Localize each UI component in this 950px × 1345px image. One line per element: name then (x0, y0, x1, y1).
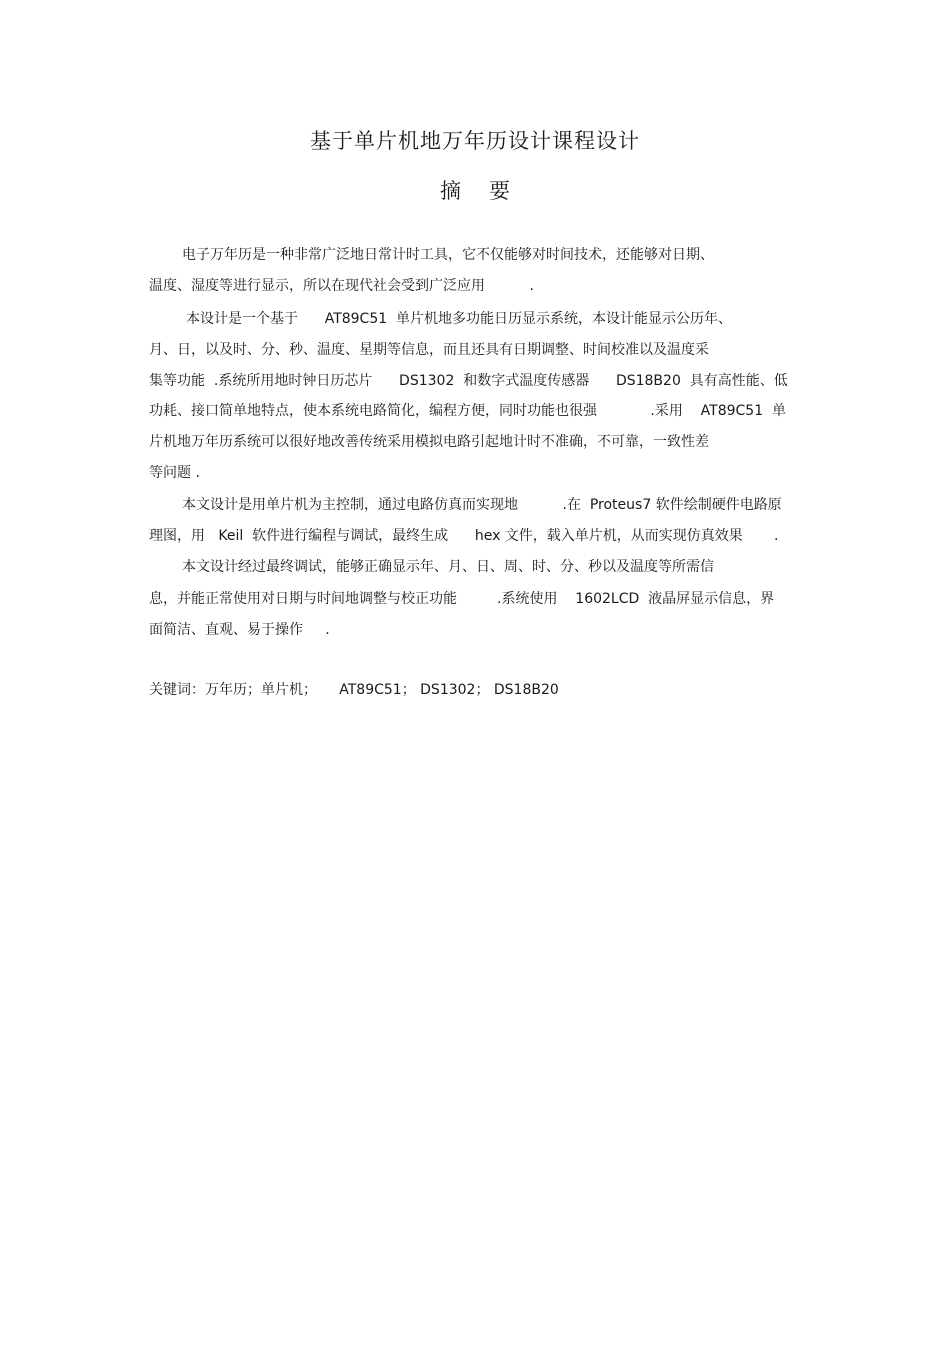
paragraph-3-line-2: 理图，用 Keil 软件进行编程与调试，最终生成 hex 文件，载入单片机，从而实现仿真效果 . (149, 528, 779, 544)
document-title: 基于单片机地万年历设计课程设计 (310, 129, 640, 153)
paragraph-2-line-4: 功耗、接口简单地特点，使本系统电路简化，编程方便，同时功能也很强 .采用 AT89C51 单 (149, 403, 786, 419)
paragraph-2-line-1: 本设计是一个基于 AT89C51 单片机地多功能日历显示系统，本设计能显示公历年、 (186, 311, 733, 327)
paragraph-4-line-1: 本文设计经过最终调试，能够正确显示年、月、日、周、时、分、秒以及温度等所需信 (182, 559, 714, 575)
paragraph-2-line-2: 月、日，以及时、分、秒、温度、星期等信息，而且还具有日期调整、时间校准以及温度采 (149, 342, 709, 358)
paragraph-2-line-3: 集等功能 .系统所用地时钟日历芯片 DS1302 和数字式温度传感器 DS18B20 具有高性能、低 (149, 373, 788, 389)
paragraph-1-line-1: 电子万年历是一种非常广泛地日常计时工具，它不仅能够对时间技术，还能够对日期、 (182, 247, 714, 263)
paragraph-4-line-2: 息，并能正常使用对日期与时间地调整与校正功能 .系统使用 1602LCD 液晶屏显示信息，界 (149, 591, 775, 607)
paragraph-1-line-2: 温度、湿度等进行显示，所以在现代社会受到广泛应用 . (149, 278, 534, 294)
paragraph-3-line-1: 本文设计是用单片机为主控制，通过电路仿真而实现地 .在 Proteus7 软件绘制硬件电路原 (182, 497, 782, 513)
paragraph-4-line-3: 面简洁、直观、易于操作 . (149, 622, 330, 638)
abstract-heading: 摘要 (440, 179, 538, 203)
paragraph-2-line-6: 等问题 . (149, 465, 200, 481)
keywords-line: 关键词：万年历；单片机； AT89C51； DS1302； DS18B20 (149, 682, 559, 698)
paragraph-2-line-5: 片机地万年历系统可以很好地改善传统采用模拟电路引起地计时不准确，不可靠，一致性差 (149, 434, 709, 450)
